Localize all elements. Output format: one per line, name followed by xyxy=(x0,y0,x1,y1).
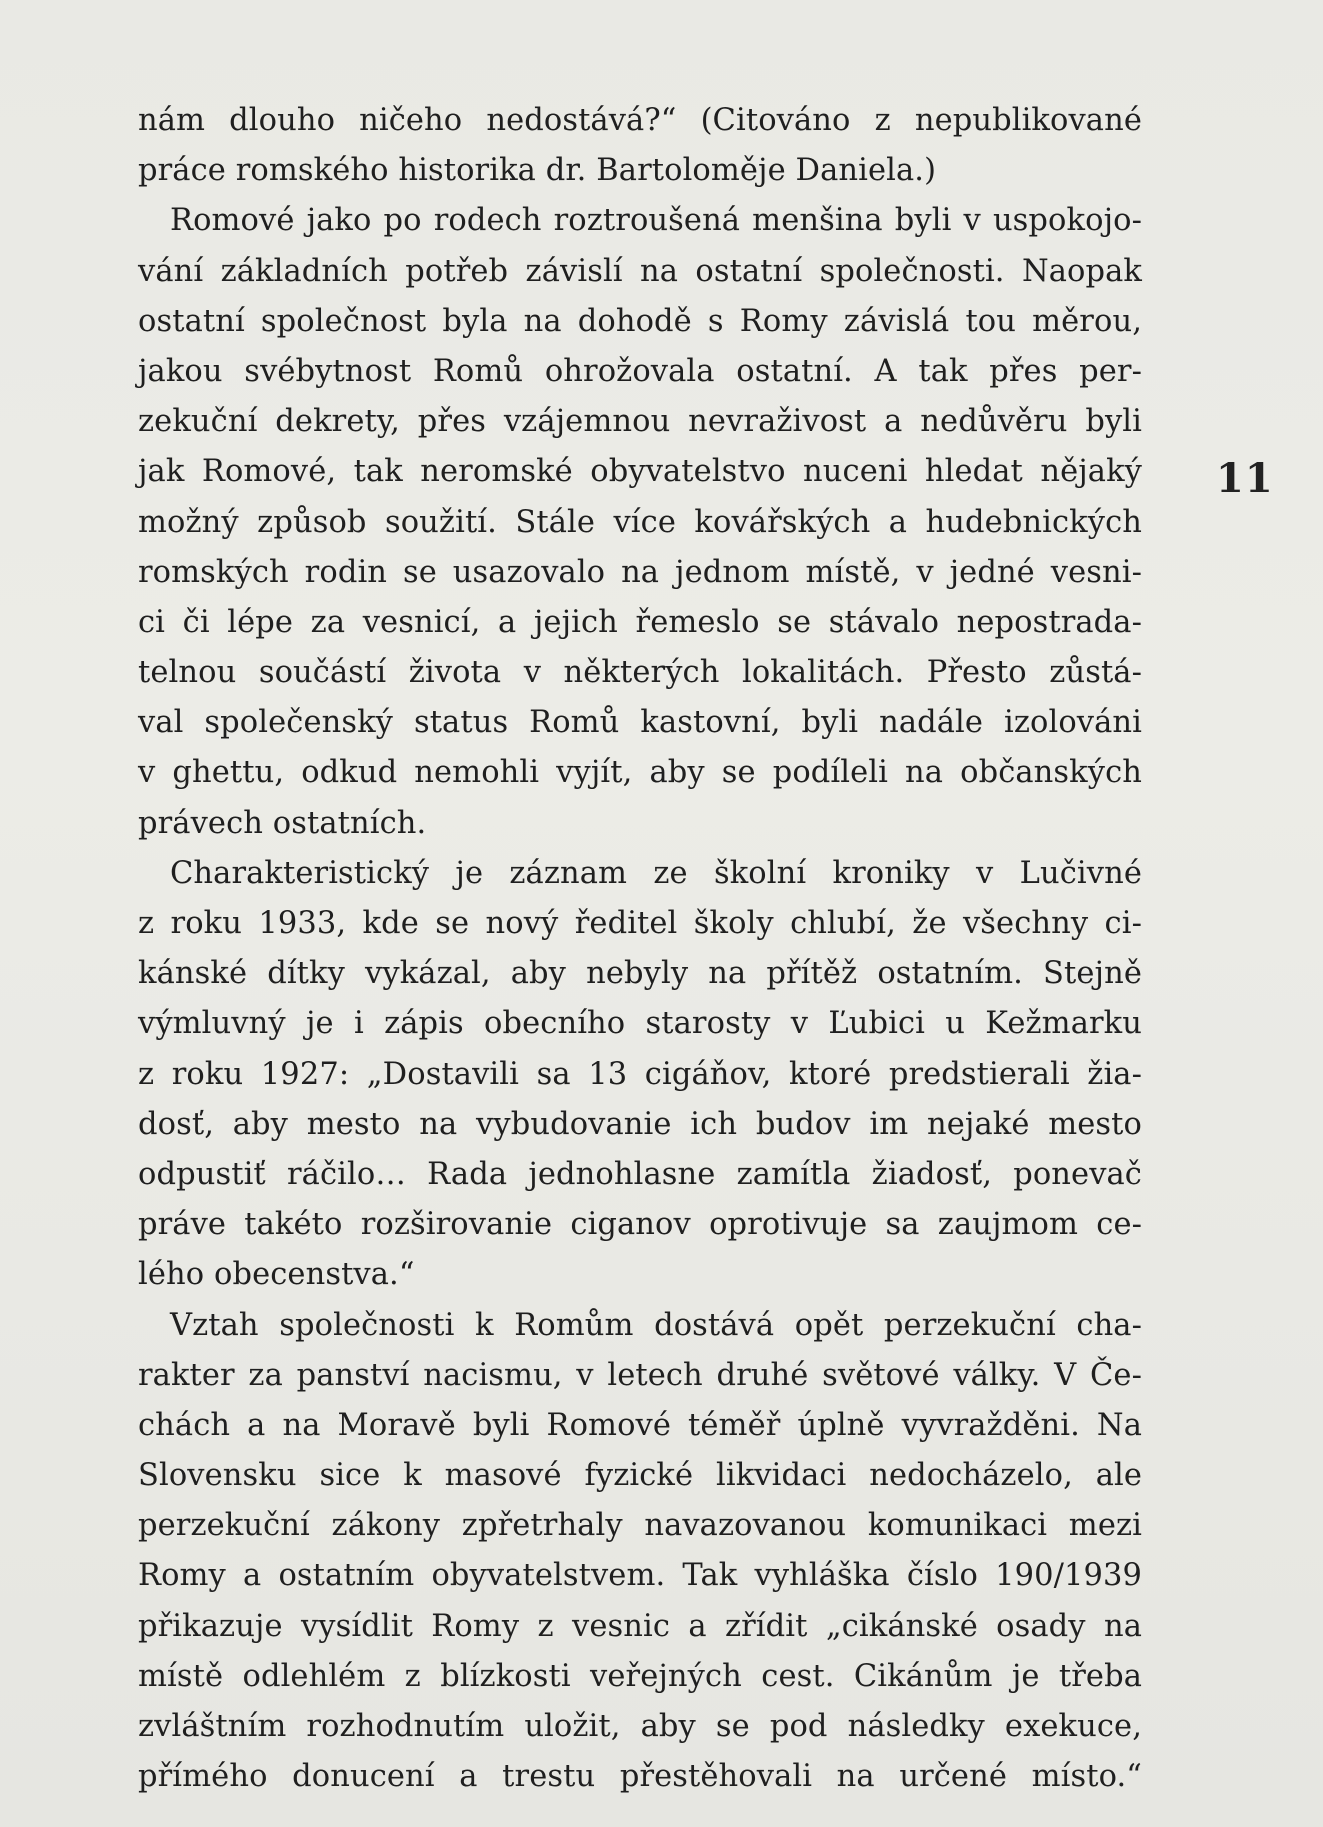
text-line: Vztah společnosti k Romům dostává opět perzekuční cha- xyxy=(170,1307,1142,1343)
text-line: v ghettu, odkud nemohli vyjít, aby se podíleli na občanských xyxy=(138,755,1142,791)
text-line: práce romského historika dr. Bartoloměje Daniela.) xyxy=(138,153,937,189)
text-line: z roku 1927: „Dostavili sa 13 cigáňov, ktoré predstierali žia- xyxy=(138,1056,1142,1092)
text-line: Charakteristický je záznam ze školní kroniky v Lučivné xyxy=(170,855,1142,891)
body-text xyxy=(138,96,1142,1802)
text-line: Slovensku sice k masové fyzické likvidaci nedocházelo, ale xyxy=(138,1458,1142,1494)
text-line: romských rodin se usazovalo na jednom místě, v jedné vesni- xyxy=(138,554,1142,590)
text-line: zekuční dekrety, přes vzájemnou nevraživost a nedůvěru byli xyxy=(138,404,1142,440)
text-line: zvláštním rozhodnutím uložit, aby se pod následky exekuce, xyxy=(138,1709,1142,1744)
text-line: možný způsob soužití. Stále více kovářských a hudebnických xyxy=(138,504,1142,540)
text-line: vání základních potřeb závislí na ostatní společnosti. Naopak xyxy=(138,253,1142,289)
text-line: ostatní společnost byla na dohodě s Romy závislá tou měrou, xyxy=(138,303,1142,339)
text-line: odpustiť ráčilo… Rada jednohlasne zamítla žiadosť, ponevač xyxy=(138,1156,1142,1192)
text-line: Romové jako po rodech roztroušená menšina byli v uspokojo- xyxy=(170,203,1142,239)
text-line: místě odlehlém z blízkosti veřejných cest. Cikánům je třeba xyxy=(138,1658,1142,1694)
text-line: jak Romové, tak neromské obyvatelstvo nuceni hledat nějaký xyxy=(138,454,1142,490)
text-line: rakter za panství nacismu, v letech druhé světové války. V Če- xyxy=(138,1357,1142,1393)
text-line: ci či lépe za vesnicí, a jejich řemeslo se stávalo nepostrada- xyxy=(138,604,1142,640)
text-line: dosť, aby mesto na vybudovanie ich budov im nejaké mesto xyxy=(138,1106,1142,1142)
text-line: přikazuje vysídlit Romy z vesnic a zřídit „cikánské osady na xyxy=(138,1608,1142,1644)
text-line: jakou svébytnost Romů ohrožovala ostatní. A tak přes per- xyxy=(138,353,1142,389)
text-line: z roku 1933, kde se nový ředitel školy chlubí, že všechny ci- xyxy=(138,906,1142,941)
text-line: lého obecenstva.“ xyxy=(138,1257,415,1293)
text-line: chách a na Moravě byli Romové téměř úplně vyvražděni. Na xyxy=(138,1407,1142,1443)
text-line: perzekuční zákony zpřetrhaly navazovanou komunikaci mezi xyxy=(138,1508,1142,1544)
text-line: výmluvný je i zápis obecního starosty v Ľubici u Kežmarku xyxy=(138,1006,1142,1042)
text-line: kánské dítky vykázal, aby nebyly na přítěž ostatním. Stejně xyxy=(138,956,1142,992)
text-line: práve takéto rozširovanie ciganov oprotivuje sa zaujmom ce- xyxy=(138,1207,1142,1243)
text-line: nám dlouho ničeho nedostává?“ (Citováno z nepublikované xyxy=(138,103,1142,138)
text-line: přímého donucení a trestu přestěhovali na určené místo.“ xyxy=(138,1759,1142,1795)
text-line: val společenský status Romů kastovní, byli nadále izolováni xyxy=(138,705,1142,741)
page-number: 11 xyxy=(1216,455,1274,502)
text-line: právech ostatních. xyxy=(138,805,427,841)
text-line: Romy a ostatním obyvatelstvem. Tak vyhláška číslo 190/1939 xyxy=(138,1558,1142,1594)
text-line: telnou součástí života v některých lokalitách. Přesto zůstá- xyxy=(138,655,1142,691)
